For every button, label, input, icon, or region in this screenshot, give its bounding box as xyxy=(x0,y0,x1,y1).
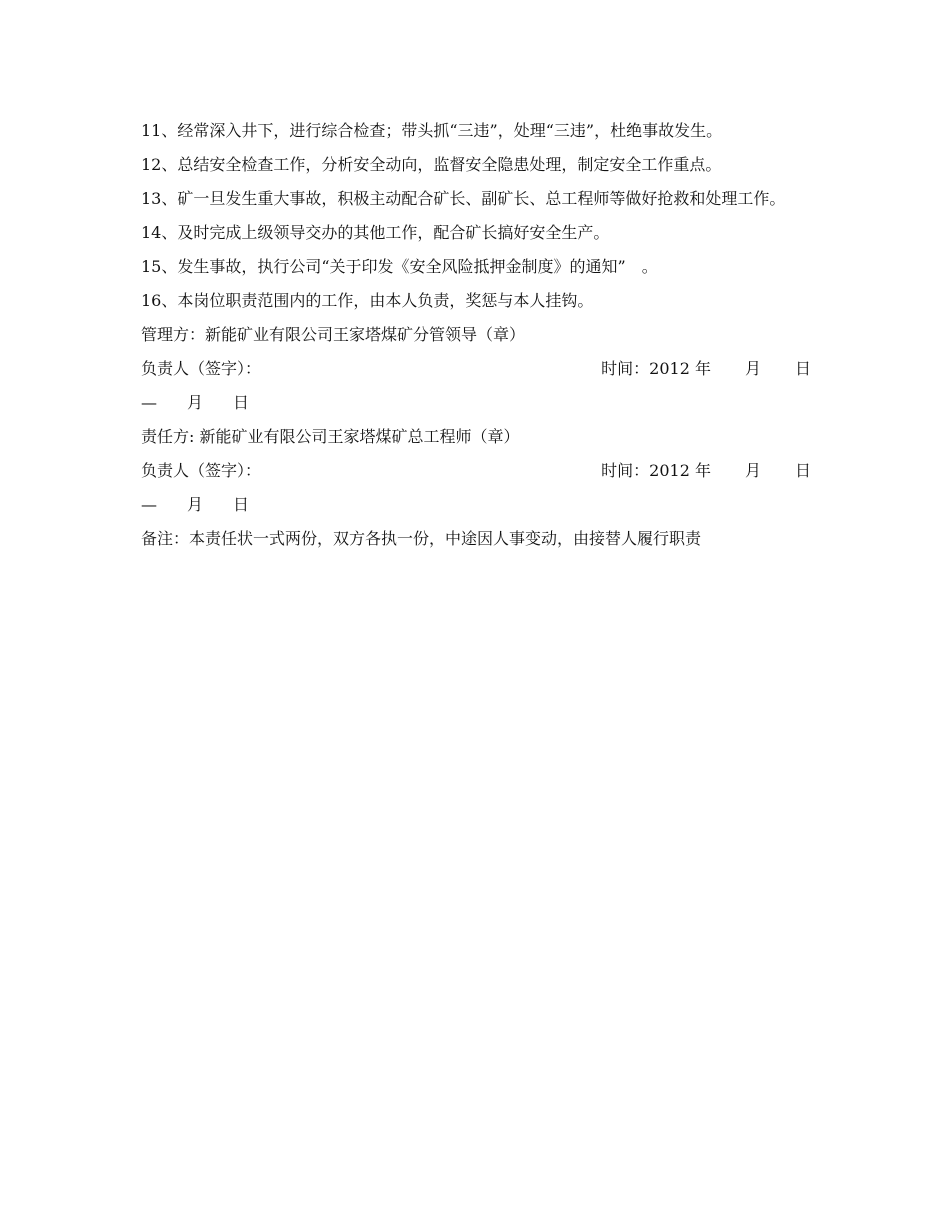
item-14: 14、及时完成上级领导交办的其他工作，配合矿长搞好安全生产。 xyxy=(141,223,610,242)
responsible-signature-row xyxy=(141,454,811,488)
responsible-day: 日 xyxy=(794,461,811,480)
responsible-month: 月 xyxy=(744,461,761,480)
management-month: 月 xyxy=(744,359,761,378)
item-15: 15、发生事故，执行公司“关于印发《安全风险抵押金制度》的通知” 。 xyxy=(141,257,658,276)
item-16: 16、本岗位职责范围内的工作，由本人负责，奖惩与本人挂钩。 xyxy=(141,291,594,310)
management-party: 管理方：新能矿业有限公司王家塔煤矿分管领导（章） xyxy=(141,325,526,344)
management-day-2: 日 xyxy=(233,393,250,412)
management-dash: — xyxy=(141,393,157,412)
document-body xyxy=(141,114,811,556)
responsible-time xyxy=(601,454,811,488)
responsible-date-continuation xyxy=(141,488,811,522)
management-signer-label: 负责人（签字）： xyxy=(141,359,262,378)
management-month-2: 月 xyxy=(187,393,204,412)
responsible-signer-label: 负责人（签字）： xyxy=(141,461,262,480)
responsible-time-label: 时间：2012 年 xyxy=(601,461,711,480)
remark-note: 备注：本责任状一式两份，双方各执一份，中途因人事变动，由接替人履行职责 xyxy=(141,529,702,548)
management-time xyxy=(601,352,811,386)
responsible-day-2: 日 xyxy=(233,495,250,514)
item-12: 12、总结安全检查工作，分析安全动向，监督安全隐患处理，制定安全工作重点。 xyxy=(141,155,722,174)
responsible-party: 责任方: 新能矿业有限公司王家塔煤矿总工程师（章） xyxy=(141,427,520,446)
responsible-dash: — xyxy=(141,495,157,514)
management-date-continuation xyxy=(141,386,811,420)
management-day: 日 xyxy=(794,359,811,378)
item-13: 13、矿一旦发生重大事故，积极主动配合矿长、副矿长、总工程师等做好抢救和处理工作。 xyxy=(141,189,786,208)
item-11: 11、经常深入井下，进行综合检查；带头抓“三违”，处理“三违”，杜绝事故发生。 xyxy=(141,121,723,140)
management-signature-row xyxy=(141,352,811,386)
management-time-label: 时间：2012 年 xyxy=(601,359,711,378)
responsible-month-2: 月 xyxy=(187,495,204,514)
